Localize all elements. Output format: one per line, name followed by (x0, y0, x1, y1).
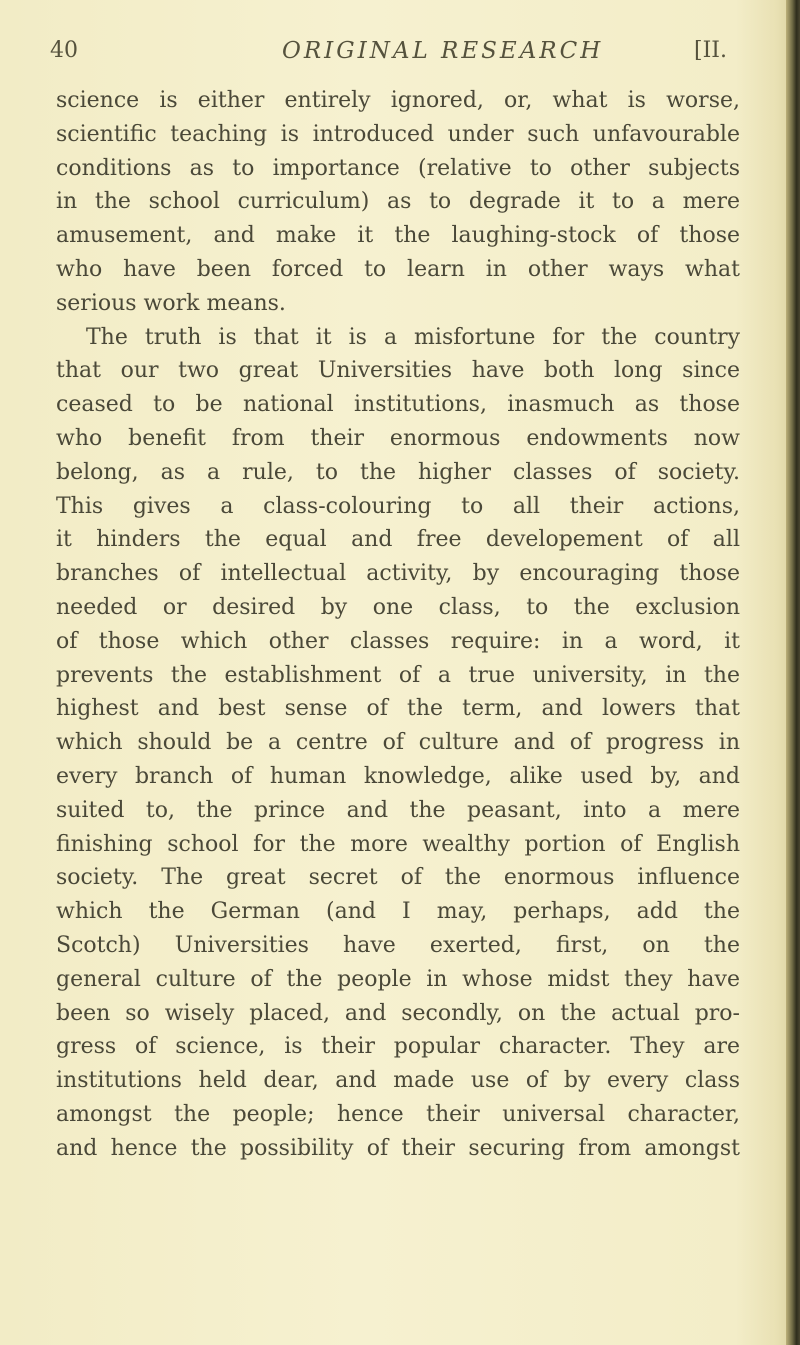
text-line: which the German (and I may, perhaps, add the (56, 899, 740, 925)
text-line: highest and best sense of the term, and lowers that (56, 696, 740, 722)
running-head (0, 38, 800, 78)
text-line: prevents the establishment of a true university, in the (56, 662, 740, 688)
text-line: needed or desired by one class, to the exclusion (56, 594, 740, 620)
text-line: been so wisely placed, and secondly, on the actual pro- (56, 1000, 740, 1026)
text-line: gress of science, is their popular character. They are (56, 1034, 740, 1060)
text-line: it hinders the equal and free developement of all (56, 527, 740, 553)
text-line: serious work means. (56, 290, 286, 316)
text-line: conditions as to importance (relative to other subjects (56, 155, 740, 181)
text-line: in the school curriculum) as to degrade it to a mere (56, 189, 740, 215)
text-line: who have been forced to learn in other ways what (56, 256, 740, 282)
text-line: The truth is that it is a misfortune for the country (86, 324, 740, 350)
text-line: This gives a class-colouring to all their actions, (56, 493, 740, 519)
text-line: Scotch) Universities have exerted, first, on the (56, 932, 740, 958)
text-line: science is either entirely ignored, or, what is worse, (56, 88, 740, 113)
text-line: of those which other classes require: in a word, it (56, 628, 740, 654)
page-number: 40 (50, 38, 78, 63)
text-line: that our two great Universities have both long since (56, 358, 740, 384)
text-line: finishing school for the more wealthy portion of English (56, 831, 740, 857)
text-line: institutions held dear, and made use of by every class (56, 1068, 740, 1094)
text-line: amongst the people; hence their universal character, (56, 1101, 740, 1127)
section-mark: [II. (694, 38, 727, 63)
text-line: society. The great secret of the enormous influence (56, 865, 740, 891)
text-line: every branch of human knowledge, alike used by, and (56, 763, 740, 789)
text-line: which should be a centre of culture and of progress in (56, 730, 740, 756)
text-line: general culture of the people in whose midst they have (56, 966, 740, 992)
text-line: who benefit from their enormous endowments now (56, 425, 740, 451)
book-spine-edge (786, 0, 800, 1345)
running-title: ORIGINAL RESEARCH (282, 38, 604, 64)
text-line: ceased to be national institutions, inasmuch as those (56, 392, 740, 418)
text-line: branches of intellectual activity, by encouraging those (56, 561, 740, 587)
text-line: amusement, and make it the laughing-stock of those (56, 223, 740, 249)
body-text (56, 84, 740, 1166)
text-line: suited to, the prince and the peasant, into a mere (56, 797, 740, 823)
text-line: belong, as a rule, to the higher classes of society. (56, 459, 740, 485)
text-line: scientific teaching is introduced under such unfavourable (56, 121, 740, 147)
text-line: and hence the possibility of their securing from amongst (56, 1135, 740, 1161)
